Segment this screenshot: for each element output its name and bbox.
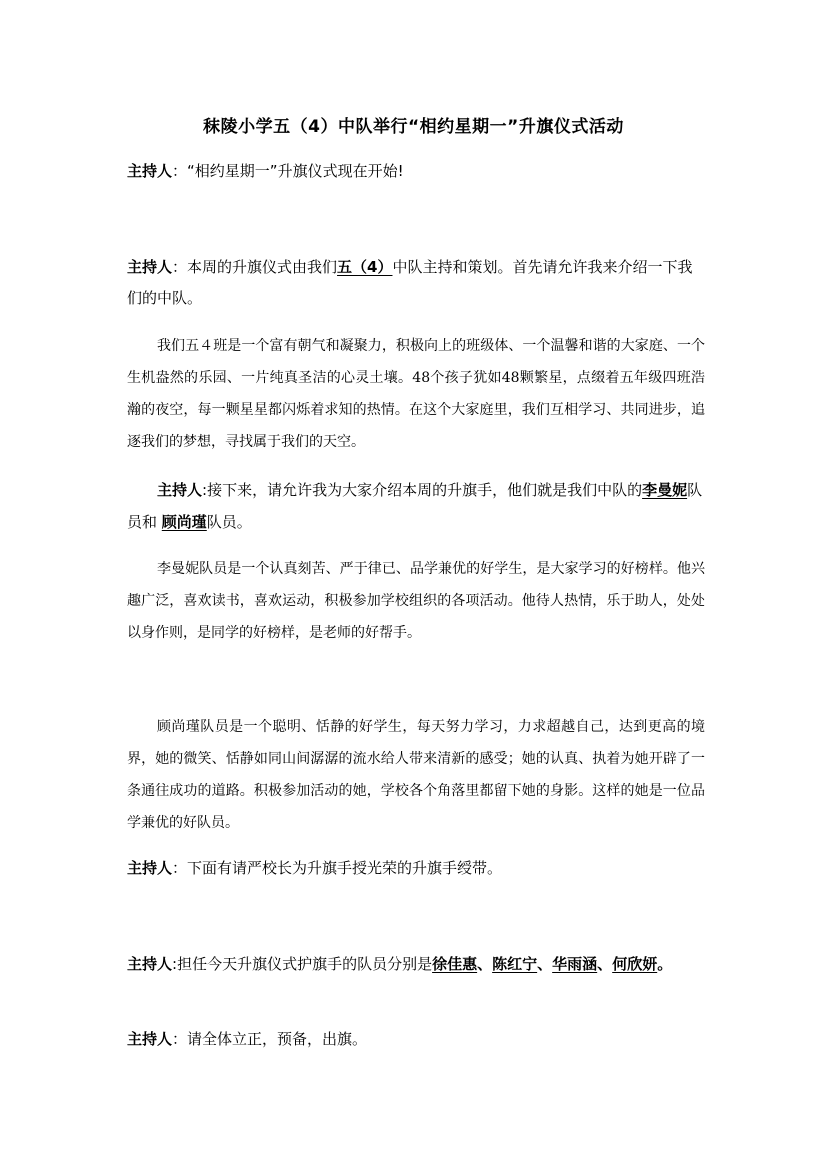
paragraph-sash-ceremony xyxy=(127,853,705,883)
paragraph-text: 队员。 xyxy=(206,513,252,531)
flag-guard-name-1: 徐佳惠 xyxy=(432,955,478,973)
flag-raiser-name-2: 顾尚瑾 xyxy=(161,513,207,531)
class-name-underlined: 五（4） xyxy=(337,258,393,276)
name-separator: 、 xyxy=(477,955,493,973)
host-label: 主持人 xyxy=(127,1030,173,1048)
flag-guard-name-3: 华雨涵 xyxy=(552,955,598,973)
flag-guard-name-4: 何欣妍 xyxy=(612,955,658,973)
host-separator: ： xyxy=(172,1030,188,1048)
paragraph-text: 本周的升旗仪式由我们 xyxy=(187,258,338,276)
paragraph-text: 担任今天升旗仪式护旗手的队员分别是 xyxy=(177,955,433,973)
host-label: 主持人 xyxy=(127,859,173,877)
host-label: 主持人 xyxy=(127,162,173,180)
paragraph-introduction xyxy=(127,252,705,314)
paragraph-text: “相约星期一”升旗仪式现在开始! xyxy=(187,162,404,180)
paragraph-raiser-2-description: 顾尚瑾队员是一个聪明、恬静的好学生，每天努力学习，力求超越自己，达到更高的境界，她的微笑、恬静如同山间潺潺的流水给人带来清新的感受；她的认真、执着为她开辟了一条通往成功的道路。积极参加活动的她，学校各个角落里都留下她的身影。这样的她是一位品学兼优的好队员。 xyxy=(127,719,705,831)
paragraph-text: 接下来，请允许我为大家介绍本周的升旗手，他们就是我们中队的 xyxy=(207,481,643,499)
paragraph-raiser-1-description: 李曼妮队员是一个认真刻苦、严于律已、品学兼优的好学生，是大家学习的好榜样。他兴趣广泛，喜欢读书，喜欢运动，积极参加学校组织的各项活动。他待人热情，乐于助人，处处以身作则，是同学的好榜样，是老师的好帮手。 xyxy=(127,561,705,641)
host-separator: : xyxy=(202,481,208,499)
sentence-end: 。 xyxy=(657,955,673,973)
paragraph-raise-flag xyxy=(127,1024,705,1054)
host-label: 主持人 xyxy=(127,955,173,973)
host-separator: : xyxy=(172,955,178,973)
paragraph-text: 请全体立正，预备，出旗。 xyxy=(187,1030,368,1048)
name-separator: 、 xyxy=(597,955,613,973)
paragraph-flag-raisers xyxy=(127,474,705,538)
host-separator: ： xyxy=(172,162,188,180)
flag-guard-name-2: 陈红宁 xyxy=(492,955,538,973)
name-separator: 、 xyxy=(537,955,553,973)
paragraph-opening xyxy=(127,156,705,186)
host-separator: ： xyxy=(172,258,188,276)
host-label: 主持人 xyxy=(127,258,173,276)
paragraph-text: 下面有请严校长为升旗手授光荣的升旗手绶带。 xyxy=(187,859,503,877)
host-label: 主持人 xyxy=(157,481,203,499)
paragraph-flag-guards xyxy=(127,948,705,981)
paragraph-text: 队员和 xyxy=(127,481,703,531)
host-separator: ： xyxy=(172,859,188,877)
document-title: 秣陵小学五（4）中队举行“相约星期一”升旗仪式活动 xyxy=(203,117,624,137)
paragraph-text: 中队主持和策划。首先请允许我来介绍一下我们的中队。 xyxy=(127,258,693,307)
paragraph-class-description: 我们五４班是一个富有朝气和凝聚力，积极向上的班级体、一个温馨和谐的大家庭、一个生机盎然的乐园、一片纯真圣洁的心灵土壤。48个孩子犹如48颗繁星，点缀着五年级四班浩瀚的夜空，每一颗星星都闪烁着求知的热情。在这个大家庭里，我们互相学习、共同进步，追逐我们的梦想，寻找属于我们的天空。 xyxy=(127,338,705,450)
flag-raiser-name-1: 李曼妮 xyxy=(642,481,688,499)
